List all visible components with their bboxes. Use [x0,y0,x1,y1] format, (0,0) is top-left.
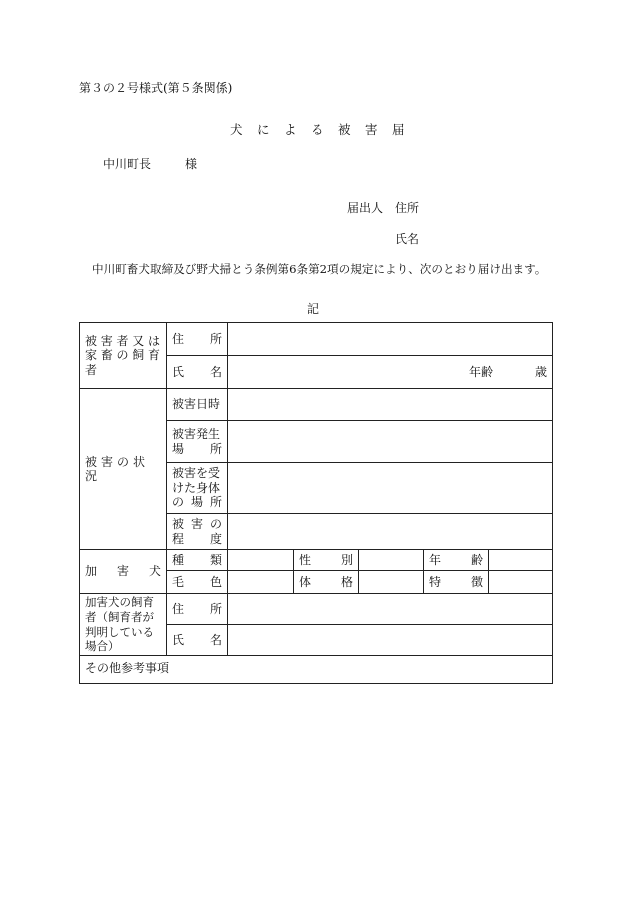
dog-kind-label: 種 類 [167,550,228,571]
damage-body-label: 被害を受 けた身体 の 場 所 [167,463,228,514]
filer-address-label: 住所 [395,201,420,215]
victim-address-field[interactable] [228,323,553,356]
victim-address-label: 住 所 [167,323,228,356]
ki-heading: 記 [307,302,320,316]
dog-section-label: 加 害 犬 [80,550,167,594]
other-notes-label: その他参考事項 [85,661,170,675]
dog-age-field[interactable] [489,550,553,571]
damage-place-field[interactable] [228,421,553,463]
damage-date-field[interactable] [228,389,553,421]
damage-section-label: 被害の状況 [80,389,167,550]
dog-color-field[interactable] [228,571,294,594]
dog-color-label: 毛 色 [167,571,228,594]
victim-section-label: 被害者又は 家畜の飼育者 [80,323,167,389]
document-title: 犬による被害届 [230,122,420,137]
dog-kind-field[interactable] [228,550,294,571]
filer-address-line [347,202,419,214]
victim-name-label: 氏 名 [167,356,228,389]
owner-section-label: 加害犬の飼育 者（飼育者が 判明している 場合） [80,594,167,656]
addressee-honorific: 様 [185,157,198,171]
addressee [103,158,197,170]
owner-name-field[interactable] [228,625,553,656]
dog-feature-label: 特 徴 [424,571,489,594]
damage-body-field[interactable] [228,463,553,514]
dog-build-label: 体 格 [294,571,359,594]
victim-age-label: 年齢 [469,364,494,379]
addressee-name: 中川町長 [103,157,152,171]
dog-age-label: 年 齢 [424,550,489,571]
filer-label: 届出人 [347,201,384,215]
damage-degree-field[interactable] [228,514,553,550]
statement-text: 中川町畜犬取締及び野犬掃とう条例第6条第2項の規定により、次のとおり届け出ます。 [92,262,547,276]
victim-name-field[interactable] [228,356,553,389]
owner-name-label: 氏 名 [167,625,228,656]
dog-feature-field[interactable] [489,571,553,594]
damage-degree-label: 被 害 の 程 度 [167,514,228,550]
filer-name-label: 氏名 [395,232,420,246]
owner-address-label: 住 所 [167,594,228,625]
damage-date-label: 被害日時 [167,389,228,421]
victim-age-unit: 歳 [535,364,548,379]
form-number: 第３の２号様式(第５条関係) [79,81,233,95]
other-notes-field[interactable] [80,656,553,684]
damage-place-label: 被害発生 場 所 [167,421,228,463]
dog-sex-field[interactable] [359,550,424,571]
owner-address-field[interactable] [228,594,553,625]
dog-sex-label: 性 別 [294,550,359,571]
dog-build-field[interactable] [359,571,424,594]
damage-report-table [79,322,553,684]
